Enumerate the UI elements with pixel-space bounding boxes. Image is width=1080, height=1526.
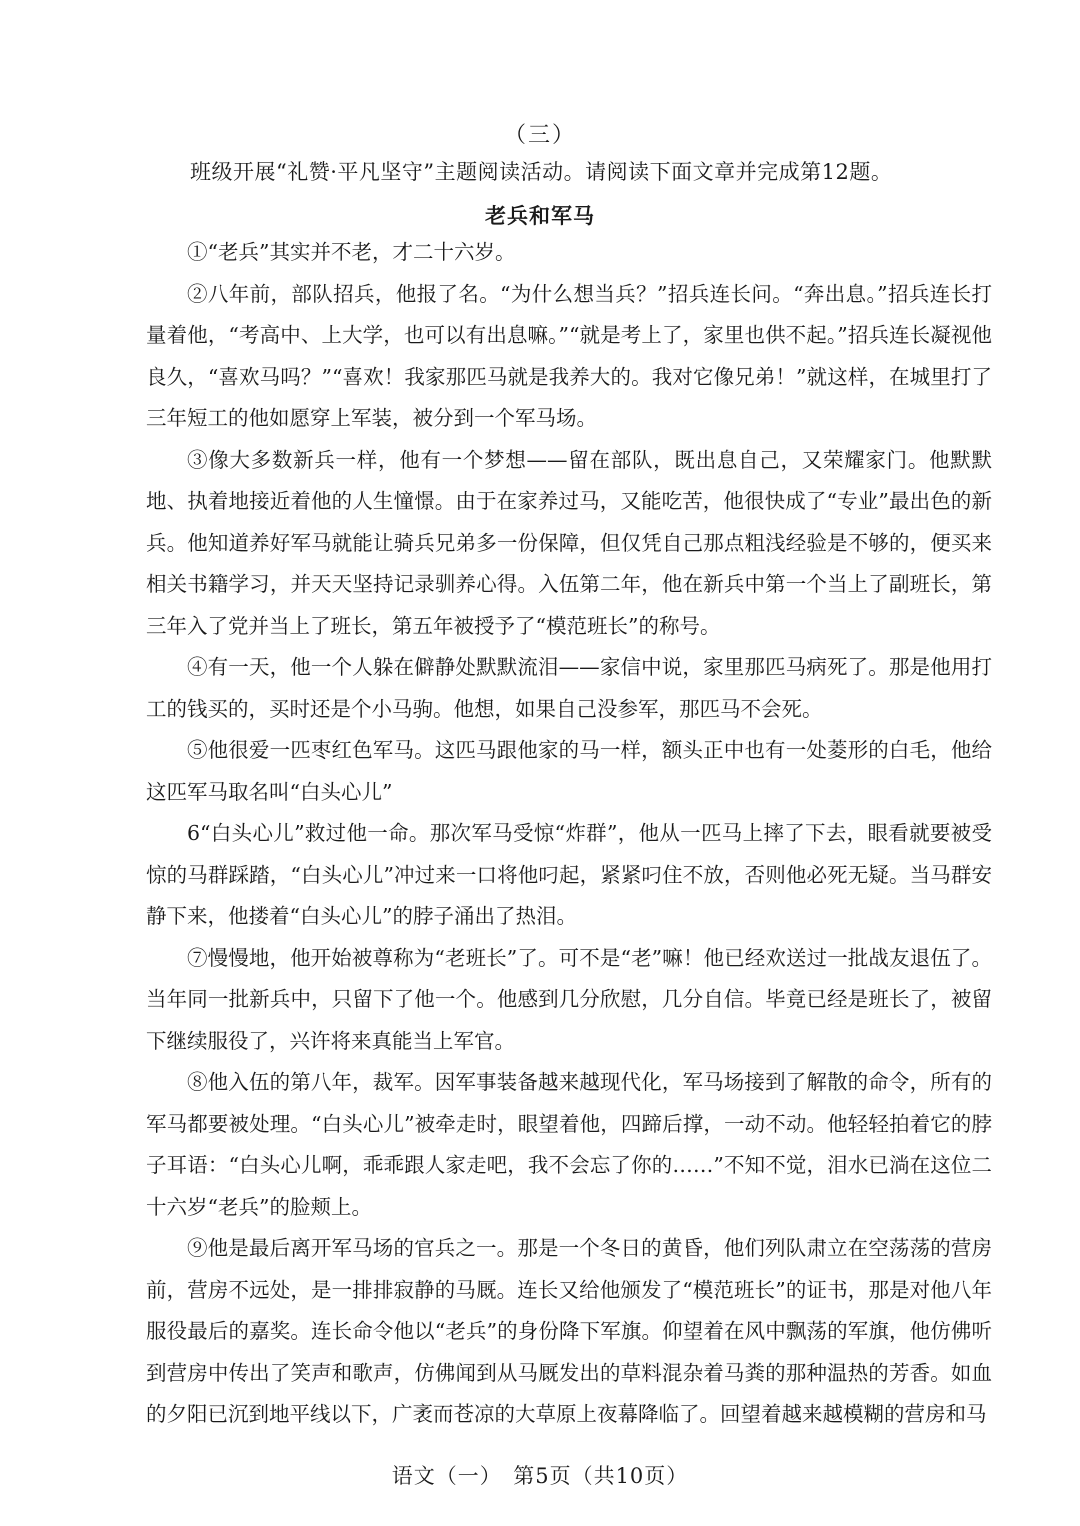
paragraph-9: ⑨他是最后离开军马场的官兵之一。那是一个冬日的黄昏，他们列队肃立在空荡荡的营房前，营房不远处，是一排排寂静的马厩。连长又给他颁发了“模范班长”的证书，那是对他八年服役最后的嘉奖。连长命令他以“老兵”的身份降下军旗。仰望着在风中飘荡的军旗，他仿佛听到营房中传出了笑声和歌声，仿佛闻到从马厩发出的草料混杂着马粪的那种温热的芳香。如血的夕阳已沉到地平线以下，广袤而苍凉的大草原上夜幕降临了。回望着越来越模糊的营房和马 xyxy=(146,1236,992,1426)
section-number: （三） xyxy=(503,123,576,148)
paragraph-8: ⑧他入伍的第八年，裁军。因军事装备越来越现代化，军马场接到了解散的命令，所有的军马都要被处理。“白头心儿”被牵走时，眼望着他，四蹄后撑，一动不动。他轻轻拍着它的脖子耳语：“白头心儿啊，乖乖跟人家走吧，我不会忘了你的……”不知不觉，泪水已淌在这位二十六岁“老兵”的脸颊上。 xyxy=(146,1070,992,1219)
paragraph-6: 6“白头心儿”救过他一命。那次军马受惊“炸群”，他从一匹马上摔了下去，眼看就要被受惊的马群踩踏，“白头心儿”冲过来一口将他叼起，紧紧叼住不放，否则他必死无疑。当马群安静下来，他搂着“白头心儿”的脖子涌出了热泪。 xyxy=(146,821,992,928)
paragraph-5: ⑤他很爱一匹枣红色军马。这匹马跟他家的马一样，额头正中也有一处菱形的白毛，他给这匹军马取名叫“白头心儿” xyxy=(146,738,992,804)
page-footer: 语文（一） 第5页（共10页） xyxy=(391,1464,689,1488)
article-body xyxy=(146,232,992,1436)
paragraph-1: ①“老兵”其实并不老，才二十六岁。 xyxy=(187,240,516,264)
paragraph-3: ③像大多数新兵一样，他有一个梦想——留在部队，既出息自己，又荣耀家门。他默默地、执着地接近着他的人生憧憬。由于在家养过马，又能吃苦，他很快成了“专业”最出色的新兵。他知道养好军马就能让骑兵兄弟多一份保障，但仅凭自己那点粗浅经验是不够的，便买来相关书籍学习，并天天坚持记录驯养心得。入伍第二年，他在新兵中第一个当上了副班长，第三年入了党并当上了班长，第五年被授予了“模范班长”的称号。 xyxy=(146,447,992,638)
reading-instructions: 班级开展“礼赞·平凡坚守”主题阅读活动。请阅读下面文章并完成第12题。 xyxy=(190,160,893,184)
paragraph-2: ②八年前，部队招兵，他报了名。“为什么想当兵？”招兵连长问。“奔出息。”招兵连长打量着他，“考高中、上大学，也可以有出息嘛。”“就是考上了，家里也供不起。”招兵连长凝视他良久，“喜欢马吗？”“喜欢！我家那匹马就是我养大的。我对它像兄弟！”就这样，在城里打了三年短工的他如愿穿上军装，被分到一个军马场。 xyxy=(146,281,992,430)
paragraph-4: ④有一天，他一个人躲在僻静处默默流泪——家信中说，家里那匹马病死了。那是他用打工的钱买的，买时还是个小马驹。他想，如果自己没参军，那匹马不会死。 xyxy=(146,655,992,721)
paragraph-7: ⑦慢慢地，他开始被尊称为“老班长”了。可不是“老”嘛！他已经欢送过一批战友退伍了。当年同一批新兵中，只留下了他一个。他感到几分欣慰，几分自信。毕竟已经是班长了，被留下继续服役了，兴许将来真能当上军官。 xyxy=(146,945,992,1053)
article-title: 老兵和军马 xyxy=(485,203,595,228)
